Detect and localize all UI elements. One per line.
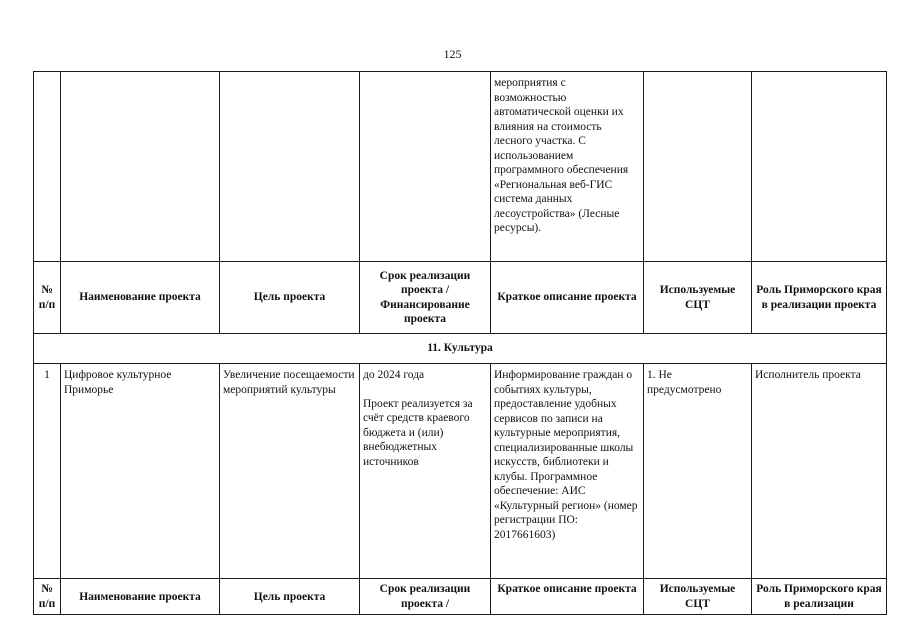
row-num: 1 bbox=[34, 364, 61, 579]
header-num: № п/п bbox=[34, 262, 61, 334]
header-name: Наименование проекта bbox=[61, 262, 220, 334]
continuation-description: мероприятия с возможностью автоматической оценки их влияния на стоимость лесного участка. С использованием программного обеспечения «Региональная веб-ГИС система данных лесоустройства» (Лесные ресурсы). bbox=[491, 72, 644, 262]
row-term bbox=[360, 364, 491, 579]
section-row bbox=[34, 334, 887, 364]
header-goal: Цель проекта bbox=[220, 579, 360, 615]
cell-empty bbox=[752, 72, 887, 262]
header-description: Краткое описание проекта bbox=[491, 579, 644, 615]
header-term: Срок реализации проекта / bbox=[360, 579, 491, 615]
row-goal: Увеличение посещаемости мероприятий культуры bbox=[220, 364, 360, 579]
row-role: Исполнитель проекта bbox=[752, 364, 887, 579]
header-role: Роль Приморского края в реализации проекта bbox=[752, 262, 887, 334]
cell-empty bbox=[61, 72, 220, 262]
page-number: 125 bbox=[443, 47, 462, 61]
row-term-funding: Проект реализуется за счёт средств краевого бюджета и (или) внебюджетных источников bbox=[363, 397, 473, 468]
row-term-date: до 2024 года bbox=[363, 369, 425, 381]
projects-table bbox=[33, 71, 887, 615]
header-sct: Используемые СЦТ bbox=[644, 579, 752, 615]
row-sct: 1. Не предусмотрено bbox=[644, 364, 752, 579]
header-description: Краткое описание проекта bbox=[491, 262, 644, 334]
table-row bbox=[34, 364, 887, 579]
header-term: Срок реализации проекта / Финансирование проекта bbox=[360, 262, 491, 334]
cell-empty bbox=[644, 72, 752, 262]
cell-empty bbox=[220, 72, 360, 262]
header-num: № п/п bbox=[34, 579, 61, 615]
cell-empty bbox=[360, 72, 491, 262]
table-header-row bbox=[34, 262, 887, 334]
header-goal: Цель проекта bbox=[220, 262, 360, 334]
header-sct: Используемые СЦТ bbox=[644, 262, 752, 334]
header-name: Наименование проекта bbox=[61, 579, 220, 615]
header-role: Роль Приморского края в реализации bbox=[752, 579, 887, 615]
table-header-row-repeat bbox=[34, 579, 887, 615]
row-name: Цифровое культурное Приморье bbox=[61, 364, 220, 579]
continuation-row bbox=[34, 72, 887, 262]
cell-empty bbox=[34, 72, 61, 262]
row-description: Информирование граждан о событиях культуры, предоставление удобных сервисов по записи на культурные мероприятия, специализированные школы искусств, библиотеки и клубы. Программное обеспечение: АИС «Культурный регион» (номер регистрации ПО: 2017661603) bbox=[491, 364, 644, 579]
section-title: 11. Культура bbox=[34, 334, 887, 364]
